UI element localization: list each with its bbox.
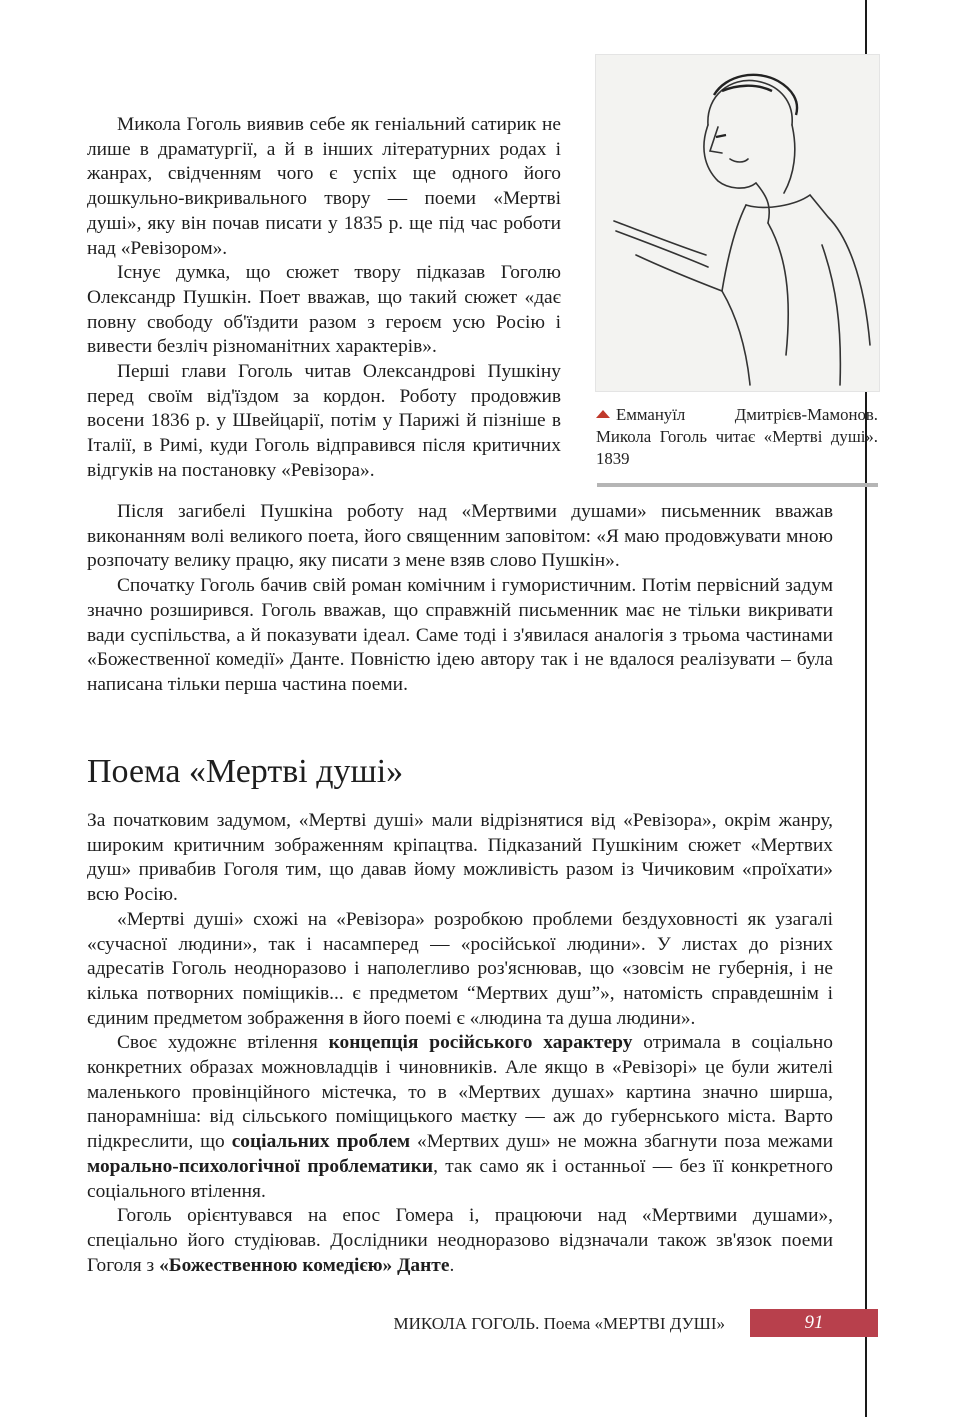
intro-paragraph-2: Існує думка, що сюжет твору підказав Гоголю Олександр Пушкін. Поет вважав, що такий сюжет «дає повну свободу об'їздити разом з героєм усю Росію і вивести безліч різноманітних характерів». xyxy=(87,262,561,358)
section-paragraph-3 xyxy=(87,1031,833,1204)
text-run: . xyxy=(449,1254,455,1276)
section-body xyxy=(87,809,833,1278)
intro-paragraph-1: Микола Гоголь виявив себе як геніальний сатирик не лише в драматургії, а й в інших літературних родах і жанрах, свідченням чого є успіх ще одного його дошкульно-викривального твору — поеми «Мертві душі», яку він почав писати у 1835 р. ще під час роботи над «Ревізором». xyxy=(87,114,561,259)
intro-column xyxy=(87,113,561,484)
caption-triangle-icon xyxy=(596,410,610,418)
section-paragraph-4 xyxy=(87,1204,833,1278)
intro-paragraph-5: Спочатку Гоголь бачив свій роман комічним і гумористичним. Потім первісний задум значно розширився. Гоголь вважав, що справжній письменник має не тільки викривати вади суспільства, а й показувати ідеал. Саме тоді і з'явилася аналогія з трьома частинами «Божественної комедії» Данте. Повністю ідею автору так і не вдалося реалізувати – була написана тільки перша частина поеми. xyxy=(87,575,833,695)
page-number-box xyxy=(750,1309,878,1337)
section-paragraph-2: «Мертві душі» схожі на «Ревізора» розробкою проблеми бездуховності як узагалі «сучасної людини», так і насамперед — «російської людини». У листах до різних адресатів Гоголь неодноразово і наполегливо роз'яснював, що «зовсім не губернія, і не кілька потворних поміщиків... є предметом “Мертвих душ”», натомість справдешнім і єдиним предметом зображення в його поемі є «людина та душа людини». xyxy=(87,908,833,1029)
bold-term: морально-психологічної проблематики xyxy=(87,1155,434,1177)
text-run: Гоголь орієнтувався на епос Гомера і, працюючи над «Мертвими душами», спеціально його студіював. Дослідники неодноразово відзначали також зв'язок поеми Гоголя з xyxy=(87,1205,833,1276)
sketch-image xyxy=(596,55,879,391)
intro-paragraph-4: Після загибелі Пушкіна роботу над «Мертвими душами» письменник вважав виконанням волі великого поета, його священним заповітом: «Я маю продовжувати мною розпочату велику працю, яку писати з мене взяв слово Пушкін». xyxy=(87,501,833,572)
text-run: , так само як і останньої — без її конкретного соціального втілення. xyxy=(87,1155,833,1202)
caption-rule xyxy=(597,483,878,487)
bold-term: концепція російського характеру xyxy=(328,1032,633,1054)
text-run: Своє художнє втілення xyxy=(117,1032,329,1054)
caption-text: Еммануїл Дмитрієв-Мамонов. Микола Гоголь читає «Мертві душі». 1839 xyxy=(596,405,878,468)
intro-continued xyxy=(87,500,833,698)
portrait-illustration xyxy=(595,54,880,392)
figure-caption xyxy=(596,404,878,470)
intro-paragraph-3: Перші глави Гоголь читав Олександрові Пушкіну перед своїм від'їздом за кордон. Роботу продовжив восени 1836 р. у Швейцарії, потім у Парижі й пізніше в Італії, в Римі, куди Гоголь відправився після критичних відгуків на постановку «Ревізора». xyxy=(87,361,561,481)
section-heading: Поема «Мертві душі» xyxy=(87,753,404,790)
text-run: отримала в соціально конкретних образах можновладців і чиновників. Але якщо в «Ревізорі» це були жителі маленького провінційного містечка, то в «Мертвих душах» картина значно ширша, панорамніша: від сільського поміщицького маєтку — аж до губернського міста. Варто підкреслити, що xyxy=(87,1032,833,1153)
page-number: 91 xyxy=(804,1312,824,1333)
running-title: МИКОЛА ГОГОЛЬ. Поема «МЕРТВІ ДУШІ» xyxy=(393,1314,725,1333)
bold-term: «Божественною комедією» Данте xyxy=(159,1254,450,1276)
section-paragraph-1: За початковим задумом, «Мертві душі» мали відрізнятися від «Ревізора», окрім жанру, широким критичним зображенням кріпацтва. Підказаний Пушкіним сюжет «Мертвих душ» привабив Гоголя тим, що давав йому можливість разом із Чичиковим «проїхати» всю Росію. xyxy=(87,810,833,906)
bold-term: соціальних проблем xyxy=(231,1131,411,1153)
text-run: «Мертвих душ» не можна збагнути поза межами xyxy=(410,1131,833,1153)
